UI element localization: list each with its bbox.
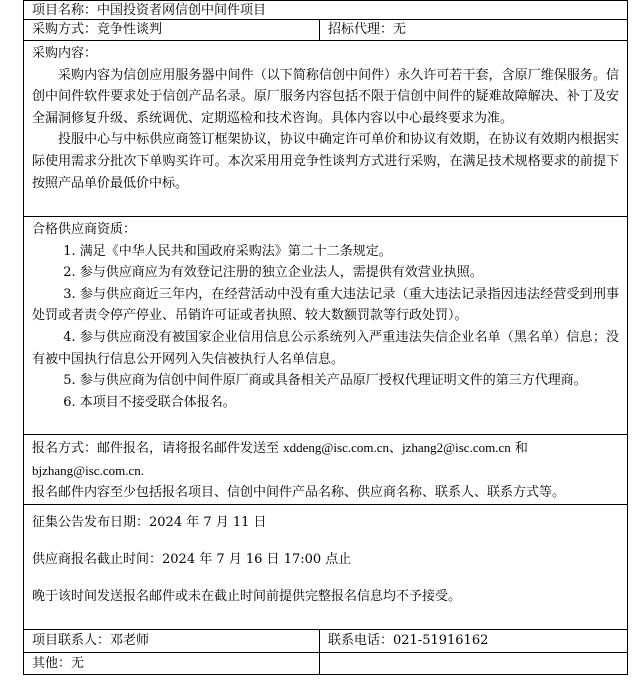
registration-method bbox=[32, 437, 619, 482]
content-paragraph-2: 投服中心与中标供应商签订框架协议，协议中确定许可单价和协议有效期，在协议有效期内根据实际使用需求分批次下单购买许可。本次采用用竞争性谈判方式进行采购，在满足技术规格要求的前提下按照产品单价最低价中标。 bbox=[32, 132, 619, 191]
contact-person: 项目联系人：邓老师 bbox=[24, 630, 320, 652]
other: 其他：无 bbox=[24, 653, 320, 674]
email-link-3[interactable]: bjzhang@isc.com.cn. bbox=[32, 462, 144, 478]
procurement-method: 采购方式：竞争性谈判 bbox=[24, 20, 320, 40]
qualification-item-4: 4. 参与供应商没有被国家企业信用信息公示系统列入严重违法失信企业名单（黑名单）信息；没有被中国执行信息公开网列入失信被执行人名单信息。 bbox=[32, 329, 619, 367]
qualification-item-3: 3. 参与供应商近三年内，在经营活动中没有重大违法记录（重大违法记录指因违法经营受到刑事处罚或者责令停产停业、吊销许可证或者执照、较大数额罚款等行政处罚）。 bbox=[32, 286, 619, 324]
deadline: 供应商报名截止时间：2024 年 7 月 16 日 17:00 点止 bbox=[32, 552, 352, 567]
row-method-agent bbox=[23, 20, 628, 41]
other-empty-cell bbox=[320, 653, 627, 674]
contact-phone: 联系电话：021-51916162 bbox=[328, 633, 489, 648]
procurement-table bbox=[23, 0, 628, 675]
qualification-item-1: 1. 满足《中华人民共和国政府采购法》第二十二条规定。 bbox=[63, 243, 392, 259]
registration-label: 报名方式：邮件报名，请将报名邮件发送至 bbox=[32, 441, 280, 456]
qualification-item-2: 2. 参与供应商应为有效登记注册的独立企业法人，需提供有效营业执照。 bbox=[63, 265, 483, 281]
content-heading: 采购内容： bbox=[32, 46, 98, 61]
row-other bbox=[23, 653, 628, 675]
qualification-item-6: 6. 本项目不接受联合体报名。 bbox=[63, 394, 236, 410]
row-dates bbox=[23, 505, 628, 630]
email-separator: 、 bbox=[389, 441, 403, 456]
project-name: 项目名称：中国投资者网信创中间件项目 bbox=[32, 3, 267, 18]
qualification-item-5: 5. 参与供应商为信创中间件原厂商或具备相关产品原厂授权代理证明文件的第三方代理商。 bbox=[63, 373, 587, 389]
row-contacts bbox=[23, 630, 628, 653]
email-and: 和 bbox=[514, 441, 528, 456]
email-link-1[interactable]: xddeng@isc.com.cn bbox=[283, 440, 389, 455]
content-paragraph-1: 采购内容为信创应用服务器中间件（以下简称信创中间件）永久许可若干套，含原厂维保服务。信创中间件软件要求处于信创产品名录。原厂服务内容包括不限于信创中间件的疑难故障解决、补丁及安全漏洞修复升级、系统调优、定期巡检和技术咨询。具体内容以中心最终要求为准。 bbox=[32, 67, 619, 126]
qualification-heading: 合格供应商资质： bbox=[32, 222, 137, 237]
row-qualifications bbox=[23, 217, 628, 435]
registration-note: 报名邮件内容至少包括报名项目、信创中间件产品名称、供应商名称、联系人、联系方式等。 bbox=[32, 485, 566, 501]
late-submission-note: 晚于该时间发送报名邮件或未在截止时间前提供完整报名信息均不予接受。 bbox=[32, 589, 462, 604]
email-link-2[interactable]: jzhang2@isc.com.cn bbox=[402, 440, 511, 455]
publish-date: 征集公告发布日期：2024 年 7 月 11 日 bbox=[32, 515, 267, 530]
bidding-agent: 招标代理：无 bbox=[328, 22, 407, 37]
row-procurement-content bbox=[23, 41, 628, 217]
row-registration bbox=[23, 435, 628, 505]
row-project-name bbox=[23, 0, 628, 20]
